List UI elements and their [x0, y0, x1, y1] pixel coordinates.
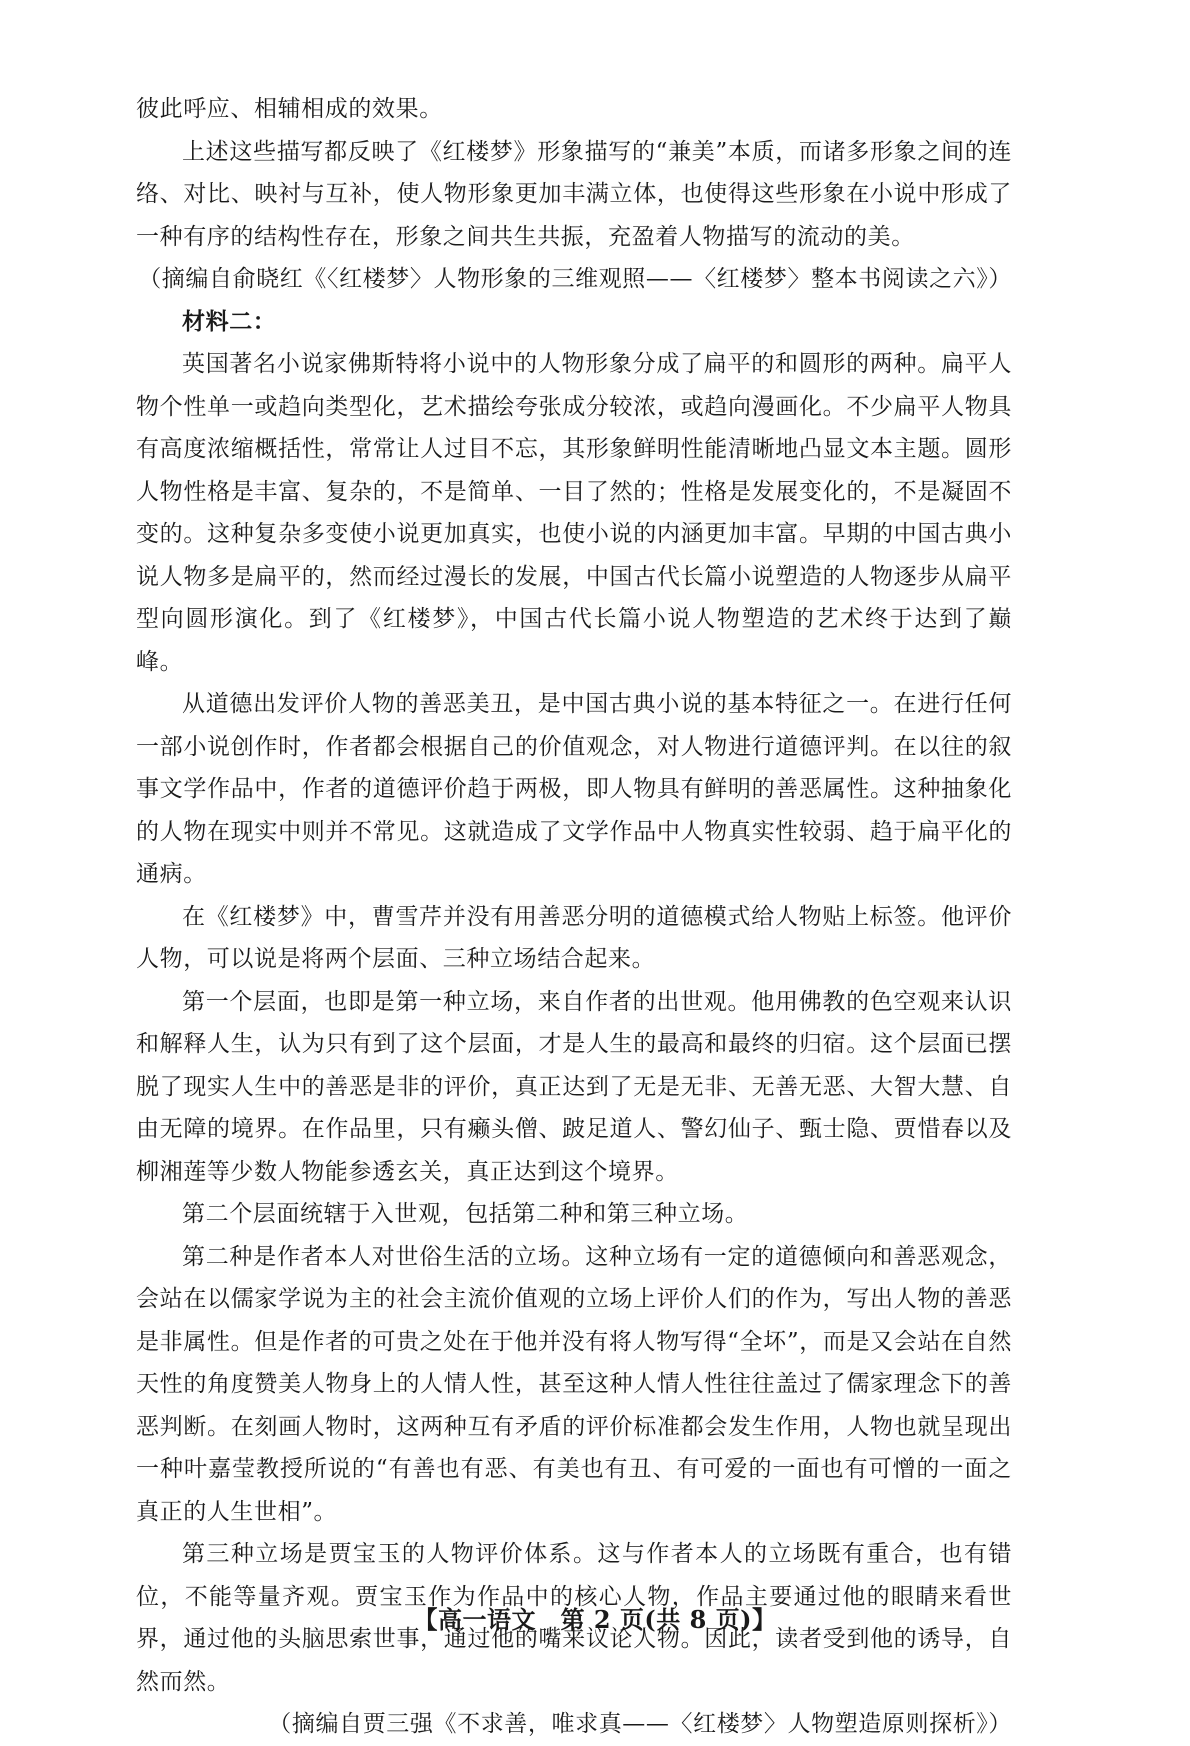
- page-footer: 【高一语文 第 2 页(共 8 页)】: [413, 1605, 777, 1634]
- paragraph-second-level: 第二个层面统辖于入世观，包括第二种和第三种立场。: [182, 1201, 749, 1227]
- paragraph-summary: 上述这些描写都反映了《红楼梦》形象描写的“兼美”本质，而诸多形象之间的连络、对比、映衬与互补，使人物形象更加丰满立体，也使得这些形象在小说中形成了一种有序的结构性存在，形象之间共生共振，充盈着人物描写的流动的美。: [136, 138, 1012, 250]
- paragraph-continuation: 彼此呼应、相辅相成的效果。: [136, 96, 443, 122]
- paragraph-third-stance: 第三种立场是贾宝玉的人物评价体系。这与作者本人的立场既有重合，也有错位，不能等量齐观。贾宝玉作为作品中的核心人物，作品主要通过他的眼睛来看世界，通过他的头脑思索世事，通过他的嘴来议论人物。因此，读者受到他的诱导，自然而然。: [136, 1541, 1012, 1695]
- paragraph-morality: 从道德出发评价人物的善恶美丑，是中国古典小说的基本特征之一。在进行任何一部小说创作时，作者都会根据自己的价值观念，对人物进行道德评判。在以往的叙事文学作品中，作者的道德评价趋于两极，即人物具有鲜明的善恶属性。这种抽象化的人物在现实中则并不常见。这就造成了文学作品中人物真实性较弱、趋于扁平化的通病。: [136, 691, 1012, 887]
- paragraph-forster: 英国著名小说家佛斯特将小说中的人物形象分成了扁平的和圆形的两种。扁平人物个性单一或趋向类型化，艺术描绘夸张成分较浓，或趋向漫画化。不少扁平人物具有高度浓缩概括性，常常让人过目不忘，其形象鲜明性能清晰地凸显文本主题。圆形人物性格是丰富、复杂的，不是简单、一目了然的；性格是发展变化的，不是凝固不变的。这种复杂多变使小说更加真实，也使小说的内涵更加丰富。早期的中国古典小说人物多是扁平的，然而经过漫长的发展，中国古代长篇小说塑造的人物逐步从扁平型向圆形演化。到了《红楼梦》，中国古代长篇小说人物塑造的艺术终于达到了巅峰。: [136, 351, 1012, 675]
- paragraph-second-stance: 第二种是作者本人对世俗生活的立场。这种立场有一定的道德倾向和善恶观念，会站在以儒家学说为主的社会主流价值观的立场上评价人们的作为，写出人物的善恶是非属性。但是作者的可贵之处在于他并没有将人物写得“全坏”，而是又会站在自然天性的角度赞美人物身上的人情人性，甚至这种人情人性往往盖过了儒家理念下的善恶判断。在刻画人物时，这两种互有矛盾的评价标准都会发生作用，人物也就呈现出一种叶嘉莹教授所说的“有善也有恶、有美也有丑、有可爱的一面也有可憎的一面之真正的人生世相”。: [136, 1243, 1012, 1525]
- material-two-label: 材料二：: [182, 307, 277, 335]
- reading-material: [136, 88, 1012, 1746]
- source-citation-2: （摘编自贾三强《不求善，唯求真——〈红楼梦〉人物塑造原则探析》）: [268, 1711, 1012, 1737]
- paragraph-cao-xueqin: 在《红楼梦》中，曹雪芹并没有用善恶分明的道德模式给人物贴上标签。他评价人物，可以说是将两个层面、三种立场结合起来。: [136, 903, 1012, 972]
- source-citation-1: （摘编自俞晓红《〈红楼梦〉人物形象的三维观照——〈红楼梦〉整本书阅读之六》）: [138, 266, 1012, 292]
- paragraph-first-level: 第一个层面，也即是第一种立场，来自作者的出世观。他用佛教的色空观来认识和解释人生，认为只有到了这个层面，才是人生的最高和最终的归宿。这个层面已摆脱了现实人生中的善恶是非的评价，真正达到了无是无非、无善无恶、大智大慧、自由无障的境界。在作品里，只有癞头僧、跛足道人、警幻仙子、甄士隐、贾惜春以及柳湘莲等少数人物能参透玄关，真正达到这个境界。: [136, 988, 1012, 1185]
